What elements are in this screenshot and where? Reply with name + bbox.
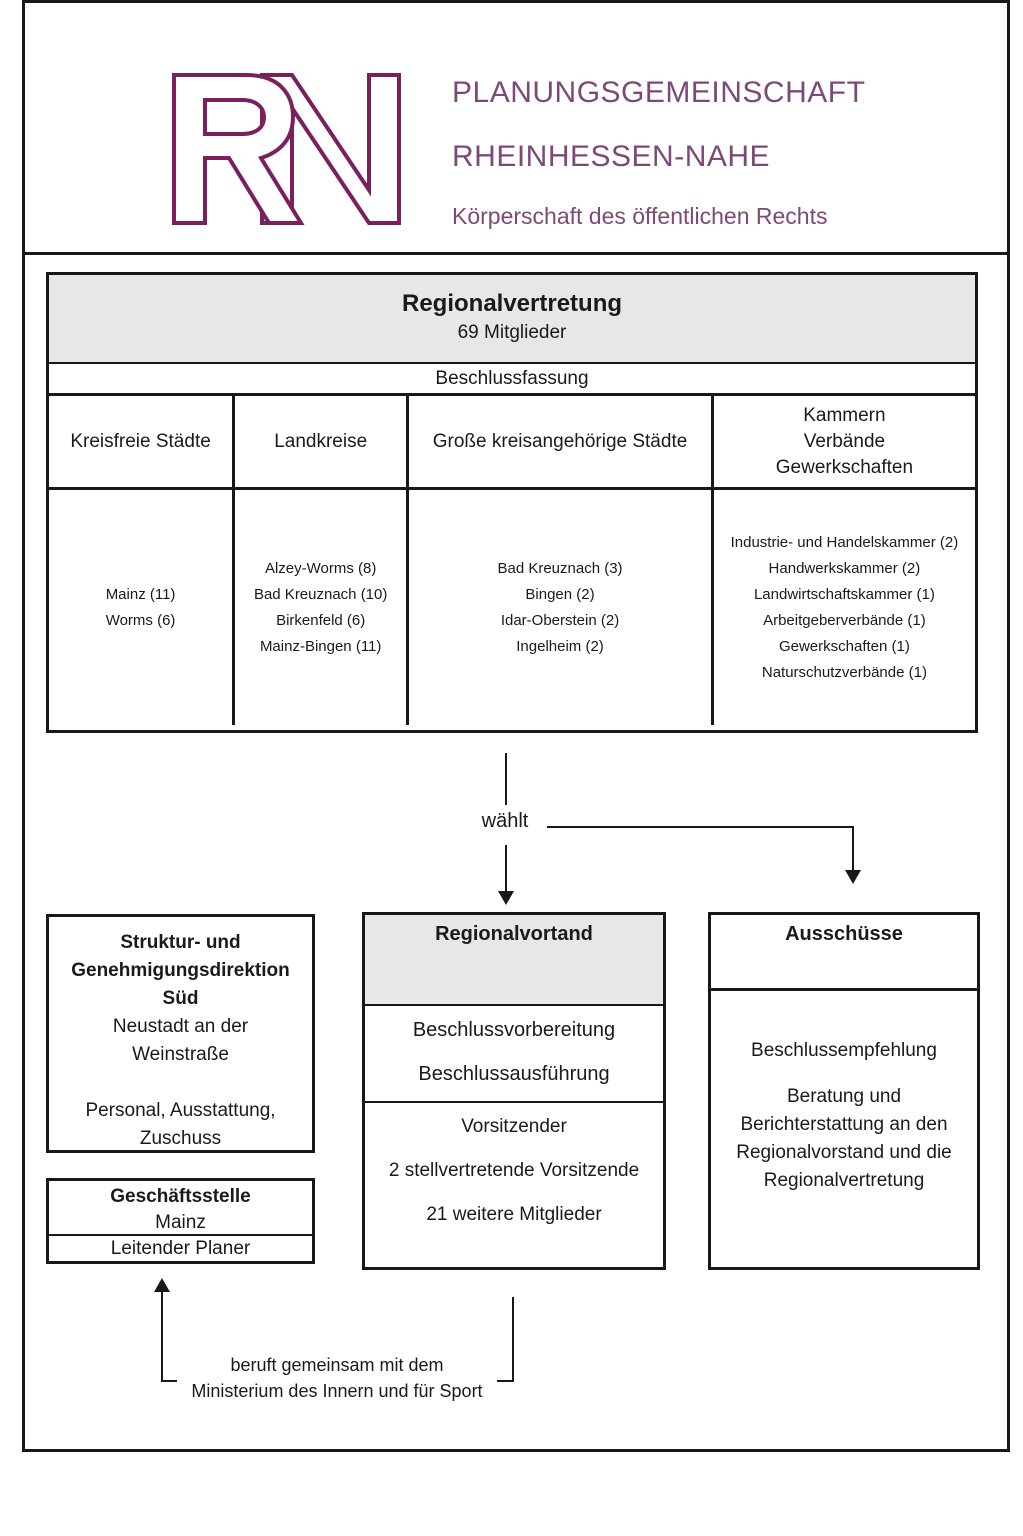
column-header-line: Kammern [803,404,886,426]
connector-to-geschaeftsstelle [161,1292,163,1382]
sgd-title: Struktur- und Genehmigungsdirektion Süd [71,932,290,1009]
column-header [409,396,711,490]
arrow-down-icon [845,870,861,884]
connector-waehlt-horizontal [547,826,854,828]
org-name-line2: RHEINHESSEN-NAHE [452,140,771,173]
function-item: Beschlussvorbereitung [412,1019,616,1041]
regionalvertretung-title: Regionalvertretung [401,290,623,317]
ausschuesse-body [711,991,977,1195]
list-item: Idar-Oberstein (2) [500,611,620,629]
list-item: Bad Kreuznach (10) [253,585,388,603]
list-item: Mainz (11) [105,585,176,603]
regionalvertretung-columns [49,396,975,725]
regionalvertretung-function: Beschlussfassung [49,364,975,396]
column-header-line: Gewerkschaften [775,456,914,478]
org-name-line1: PLANUNGSGEMEINSCHAFT [452,76,866,109]
sgd-tasks: Personal, Ausstattung, Zuschuss [85,1100,276,1149]
geschaeftsstelle-header [49,1181,312,1236]
composition-item: 2 stellvertretende Vorsitzende [388,1160,640,1181]
geschaeftsstelle-location: Mainz [155,1212,206,1233]
list-item: Birkenfeld (6) [276,611,366,629]
list-item: Naturschutzverbände (1) [761,663,927,681]
beruft-label-line1: beruft gemeinsam mit dem [230,1355,444,1375]
connector-table-to-waehlt [505,753,507,805]
beruft-label-line2: Ministerium des Innern und für Sport [191,1381,483,1401]
list-item: Ingelheim (2) [516,637,604,655]
list-item: Landwirtschaftskammer (1) [753,585,935,603]
regionalvorstand-box [362,912,666,1270]
sgd-sued-box [46,914,315,1153]
connector-waehlt-to-vorstand [505,845,507,893]
geschaeftsstelle-box [46,1178,315,1264]
list-item: Arbeitgeberverbände (1) [763,611,926,629]
column-kammern-verbaende-gewerkschaften [714,396,975,725]
beruft-label [177,1352,497,1404]
list-item: Gewerkschaften (1) [778,637,910,655]
regionalvorstand-functions [365,1006,663,1103]
ausschuesse-title: Ausschüsse [711,915,977,991]
column-header-line: Große kreisangehörige Städte [432,430,688,452]
connector-waehlt-to-ausschuesse [852,826,854,872]
column-landkreise [235,396,409,725]
column-header [49,396,232,490]
regionalvertretung-box [46,272,978,733]
ausschuesse-box [708,912,980,1270]
arrow-down-icon [498,891,514,905]
list-item: Alzey-Worms (8) [264,559,377,577]
ausschuesse-function: Beschlussempfehlung [751,1040,937,1061]
column-header-line: Kreisfreie Städte [70,430,211,452]
column-header-line: Landkreise [274,430,368,452]
column-body [49,490,232,725]
regionalvertretung-members: 69 Mitglieder [457,322,567,343]
function-item: Beschlussausführung [418,1063,610,1085]
regionalvorstand-title: Regionalvortand [365,915,663,1006]
rn-logo-icon [172,72,410,226]
geschaeftsstelle-title: Geschäftsstelle [110,1186,251,1207]
composition-item: 21 weitere Mitglieder [426,1204,602,1225]
header-divider [22,252,1010,255]
list-item: Bingen (2) [525,585,595,603]
sgd-location: Neustadt an der Weinstraße [112,1016,249,1065]
column-body [409,490,711,725]
geschaeftsstelle-role: Leitender Planer [110,1238,251,1259]
column-body [235,490,406,725]
arrow-up-icon [154,1278,170,1292]
list-item: Handwerkskammer (2) [768,559,921,577]
list-item: Industrie- und Handelskammer (2) [730,533,959,551]
column-header-line: Verbände [803,430,886,452]
list-item: Worms (6) [105,611,176,629]
column-body [714,490,975,725]
column-kreisfreie-staedte [49,396,235,725]
column-header [714,396,975,490]
connector-vorstand-down [512,1297,514,1382]
column-header [235,396,406,490]
waehlt-label: wählt [455,810,555,833]
list-item: Mainz-Bingen (11) [259,637,382,655]
list-item: Bad Kreuznach (3) [497,559,623,577]
composition-item: Vorsitzender [461,1116,567,1137]
column-grosse-kreisangehoerige-staedte [409,396,714,725]
regionalvorstand-composition [365,1103,663,1227]
regionalvertretung-header [49,275,975,364]
ausschuesse-description: Beratung und Berichterstattung an den Regionalvorstand und die Regionalvertretung [736,1086,952,1191]
org-subtitle: Körperschaft des öffentlichen Rechts [452,203,828,229]
